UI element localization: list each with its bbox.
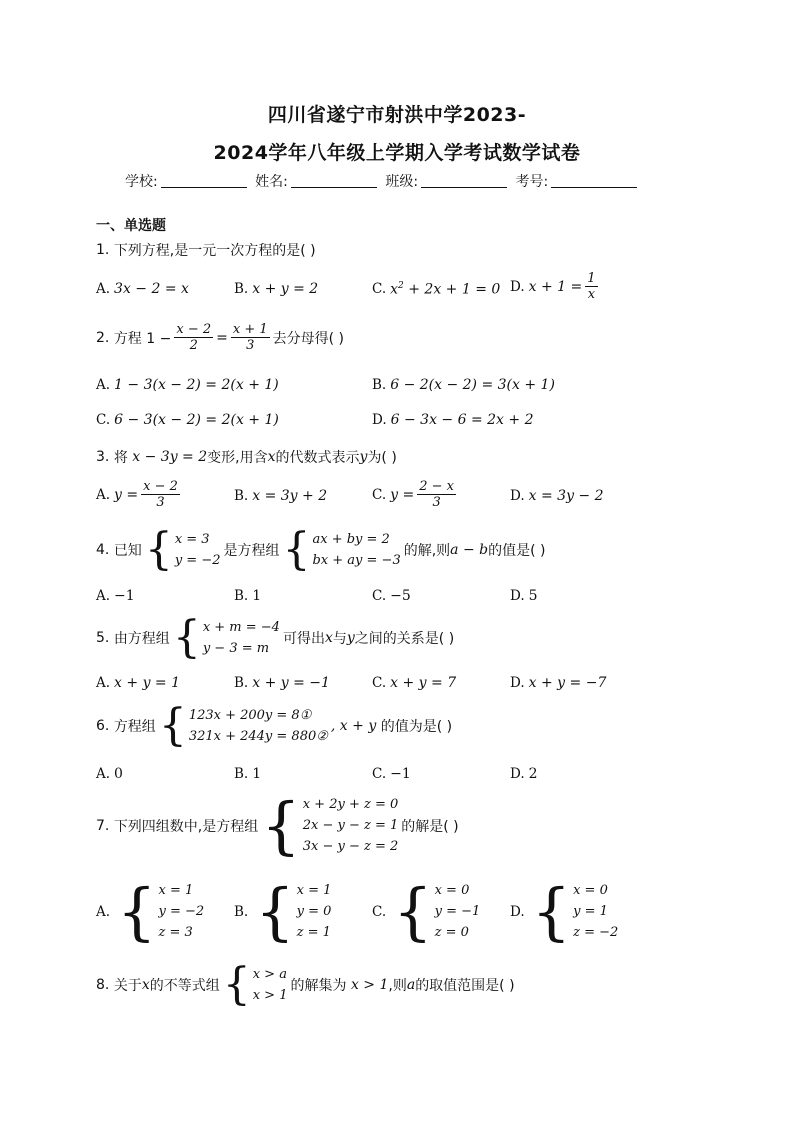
option-label: D. <box>510 903 525 920</box>
option-expression: 1 − 3(x − 2) = 2(x + 1) <box>114 377 279 393</box>
question-8 <box>96 959 515 1010</box>
fraction: $\frac{x + 1}{3}$ <box>232 322 268 353</box>
exam-title-line1: 四川省遂宁市射洪中学2023- <box>267 104 527 126</box>
variable: y <box>359 449 368 465</box>
option-label: A. <box>96 766 111 782</box>
option-system: { x = 1 y = 0 z = 1 <box>255 874 332 948</box>
name-label: 姓名: <box>255 174 288 190</box>
question-3 <box>96 447 397 467</box>
option-expression: x = 3y − 2 <box>528 488 604 504</box>
question-expression: a − b <box>450 542 489 558</box>
option-label: B. <box>234 903 249 920</box>
question-text: 为( ) <box>367 450 397 466</box>
option-label: C. <box>96 412 111 428</box>
option-label: B. <box>234 766 249 782</box>
question-text: 方程 1 − <box>113 330 172 347</box>
class-blank[interactable] <box>421 173 507 188</box>
question-text: 将 <box>113 450 128 466</box>
q7-option-c[interactable] <box>372 874 483 948</box>
q4-option-c[interactable] <box>372 588 411 604</box>
question-number: 6. <box>96 718 110 734</box>
option-expression: 1 <box>252 588 262 604</box>
option-label: C. <box>372 588 387 604</box>
option-label: D. <box>510 675 525 691</box>
option-label: A. <box>96 486 111 503</box>
q3-option-a[interactable] <box>96 479 183 510</box>
variable: x <box>324 630 333 646</box>
q6-option-a[interactable] <box>96 766 123 782</box>
option-expression: x + 1 = <box>528 278 583 295</box>
question-text: 的解,则 <box>403 543 451 559</box>
inequality-system: { x > a x > 1 <box>222 959 288 1010</box>
equation-system: { ax + by = 2 bx + ay = −3 <box>282 524 401 575</box>
equation-system: { x + m = −4 y − 3 = m <box>172 612 280 663</box>
number-label: 考号: <box>515 174 549 190</box>
question-text: 的取值范围是( ) <box>415 978 515 994</box>
q5-option-b[interactable] <box>234 675 330 691</box>
fraction: $\frac{x - 2}{3}$ <box>143 479 178 510</box>
option-expression: 6 − 2(x − 2) = 3(x + 1) <box>390 377 555 393</box>
option-expression: x + y = −7 <box>528 675 607 691</box>
equation-system: { x = 3 y = −2 <box>144 524 221 575</box>
option-label: A. <box>96 281 111 297</box>
fraction: $\frac{2 - x}{3}$ <box>419 479 454 510</box>
option-expression: x + y = −1 <box>252 675 330 691</box>
option-expression: x + y = 1 <box>114 675 181 691</box>
question-number: 2. <box>96 329 110 346</box>
variable: x <box>141 977 150 993</box>
q1-option-c[interactable] <box>372 281 500 298</box>
equation-system: { x + 2y + z = 0 2x − y − z = 1 3x − y − z = 2 <box>261 788 399 862</box>
question-text: 方程组 <box>113 719 156 735</box>
question-number: 7. <box>96 817 110 834</box>
question-5 <box>96 612 455 663</box>
question-text: 变形,用含 <box>207 450 268 466</box>
question-text: 可得出 <box>282 631 325 647</box>
q7-option-b[interactable] <box>234 874 334 948</box>
q3-option-b[interactable] <box>234 488 327 504</box>
student-info-row <box>125 171 641 191</box>
option-label: B. <box>372 377 387 393</box>
option-expression: x + y = 2 <box>252 281 319 297</box>
option-expression: 6 − 3(x − 2) = 2(x + 1) <box>114 412 279 428</box>
option-expression: x + y = 7 <box>390 675 457 691</box>
option-expression: −1 <box>114 588 135 604</box>
option-label: A. <box>96 588 111 604</box>
q5-option-d[interactable] <box>510 675 606 691</box>
option-label: D. <box>510 488 525 504</box>
question-expression: , x + y <box>330 718 377 734</box>
option-label: C. <box>372 281 387 298</box>
equation-system: { 123x + 200y = 8① 321x + 244y = 880② <box>158 700 328 751</box>
name-blank[interactable] <box>291 173 377 188</box>
option-expression: 0 <box>114 766 123 782</box>
question-number: 4. <box>96 542 110 558</box>
q1-option-a[interactable] <box>96 281 189 297</box>
option-system: { x = 0 y = −1 z = 0 <box>393 874 481 948</box>
exam-title-line2: 2024学年八年级上学期入学考试数学试卷 <box>213 142 581 164</box>
equals-sign: = <box>216 329 228 346</box>
option-expression: y = <box>114 486 139 503</box>
option-label: D. <box>510 278 525 295</box>
q2-option-b[interactable] <box>372 377 555 393</box>
q7-option-a[interactable] <box>96 874 207 948</box>
question-number: 5. <box>96 630 110 646</box>
option-label: D. <box>372 412 387 428</box>
question-number: 1. <box>96 242 110 258</box>
fraction: $\frac{1}{x}$ <box>587 271 596 302</box>
q4-option-a[interactable] <box>96 588 135 604</box>
option-label: D. <box>510 766 525 782</box>
variable: x <box>267 449 276 465</box>
q2-option-c[interactable] <box>96 412 279 428</box>
question-text: 去分母得( ) <box>272 330 344 347</box>
q2-option-a[interactable] <box>96 377 279 393</box>
option-label: B. <box>234 675 249 691</box>
variable: y <box>346 630 355 646</box>
question-text: ,则 <box>388 978 407 994</box>
option-system: { x = 0 y = 1 z = −2 <box>531 874 619 948</box>
question-2 <box>96 322 344 353</box>
option-label: A. <box>96 377 111 393</box>
question-text: 由方程组 <box>113 631 170 647</box>
variable: a <box>406 977 416 993</box>
question-number: 3. <box>96 449 110 465</box>
option-expression: 2 <box>528 766 538 782</box>
q5-option-c[interactable] <box>372 675 456 691</box>
question-text: 下列方程,是一元一次方程的是( ) <box>113 243 316 259</box>
q6-option-c[interactable] <box>372 766 411 782</box>
question-text: 的解集为 <box>290 978 347 994</box>
school-blank[interactable] <box>161 173 247 188</box>
option-label: C. <box>372 766 387 782</box>
option-label: B. <box>234 588 249 604</box>
question-expression: x − 3y = 2 <box>132 449 208 465</box>
question-number: 8. <box>96 977 110 993</box>
question-text: 的不等式组 <box>149 978 220 994</box>
option-label: B. <box>234 488 249 504</box>
option-expression: 6 − 3x − 6 = 2x + 2 <box>390 412 534 428</box>
option-label: C. <box>372 675 387 691</box>
question-text: 下列四组数中,是方程组 <box>113 818 259 835</box>
question-expression: x > 1 <box>350 977 389 993</box>
q7-option-d[interactable] <box>510 874 621 948</box>
q2-option-d[interactable] <box>372 412 534 428</box>
question-text: 的解是( ) <box>401 818 459 835</box>
question-text: 与 <box>332 631 347 647</box>
question-text: 关于 <box>113 978 142 994</box>
option-expression: x = 3y + 2 <box>252 488 328 504</box>
q6-option-b[interactable] <box>234 766 261 782</box>
question-text: 之间的关系是( ) <box>354 631 455 647</box>
question-4 <box>96 524 546 575</box>
option-expression: 1 <box>252 766 262 782</box>
option-label: A. <box>96 675 111 691</box>
option-label: A. <box>96 903 111 920</box>
q3-option-c[interactable] <box>372 479 459 510</box>
question-text: 的值是( ) <box>488 543 546 559</box>
question-text: 的代数式表示 <box>275 450 360 466</box>
q1-option-b[interactable] <box>234 281 318 297</box>
question-text: 已知 <box>113 543 142 559</box>
school-label: 学校: <box>125 174 158 190</box>
q6-option-d[interactable] <box>510 766 538 782</box>
section-heading: 一、单选题 <box>96 218 166 234</box>
option-label: C. <box>372 903 387 920</box>
q5-option-a[interactable] <box>96 675 180 691</box>
option-expression: 5 <box>528 588 538 604</box>
option-label: D. <box>510 588 525 604</box>
option-expression: y = <box>390 486 415 503</box>
q1-option-d[interactable] <box>510 271 601 302</box>
question-7 <box>96 788 459 862</box>
question-text: 的值为是( ) <box>380 719 453 735</box>
option-label: B. <box>234 281 249 297</box>
fraction: $\frac{x - 2}{2}$ <box>176 322 212 353</box>
number-blank[interactable] <box>551 173 637 188</box>
question-text: 是方程组 <box>223 543 280 559</box>
q4-option-b[interactable] <box>234 588 261 604</box>
class-label: 班级: <box>385 174 419 190</box>
q3-option-d[interactable] <box>510 488 604 504</box>
question-1 <box>96 240 316 260</box>
option-expression: $x^2 + 2x + 1 = 0$ <box>390 281 501 298</box>
option-system: { x = 1 y = −2 z = 3 <box>117 874 205 948</box>
question-6 <box>96 700 453 751</box>
option-expression: 3x − 2 = x <box>114 281 189 297</box>
option-expression: −5 <box>390 588 411 604</box>
q4-option-d[interactable] <box>510 588 538 604</box>
option-label: C. <box>372 486 387 503</box>
option-expression: −1 <box>390 766 411 782</box>
